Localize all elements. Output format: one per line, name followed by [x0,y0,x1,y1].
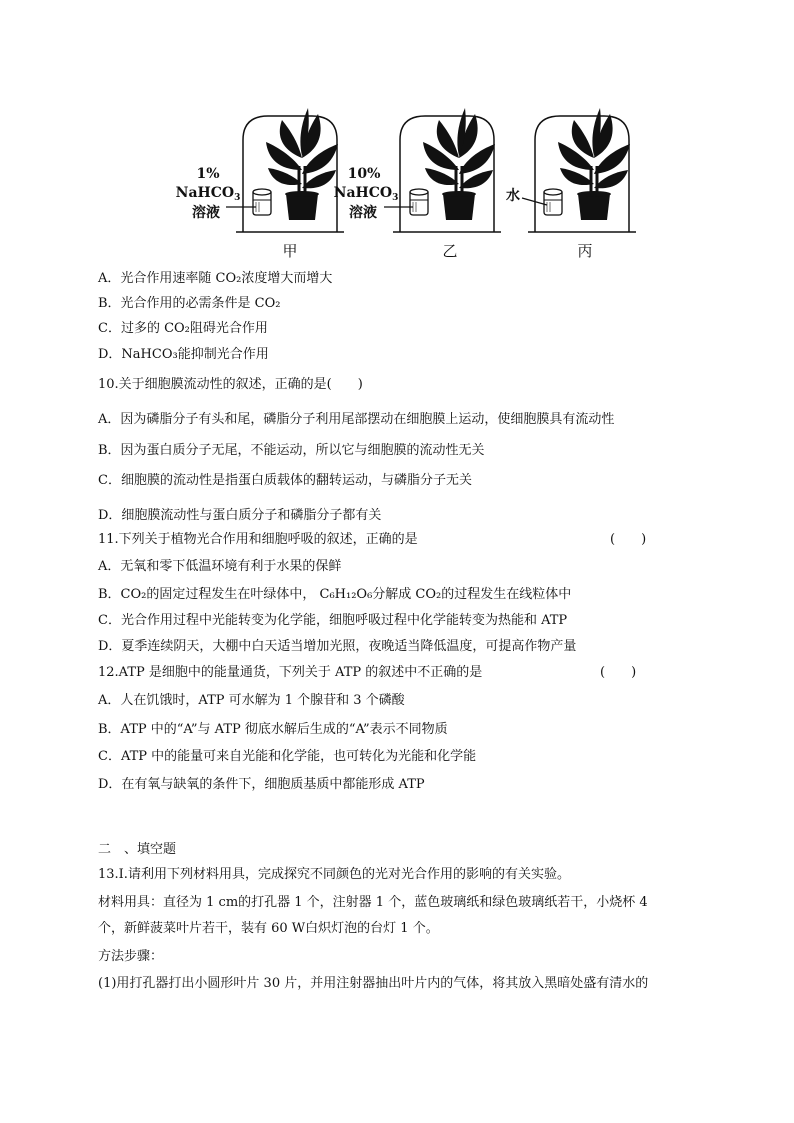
q12-option-a: A．人在饥饿时，ATP 可水解为 1 个腺苷和 3 个磷酸 [98,693,405,708]
q12-option-c: C．ATP 中的能量可来自光能和化学能，也可转化为光能和化学能 [98,749,477,764]
q9-option-a: A．光合作用速率随 CO₂浓度增大而增大 [98,271,333,286]
jia-caption: 甲 [282,242,298,260]
yi-concentration: 10% [347,166,381,182]
bing-caption: 丙 [577,242,593,260]
yi-chemical: NaHCO$_3$ [333,185,399,203]
q11-option-d: D．夏季连续阴天，大棚中白天适当增加光照，夜晚适当降低温度，可提高作物产量 [98,639,577,654]
q10-option-d: D．细胞膜流动性与蛋白质分子和磷脂分子都有关 [98,508,382,523]
jia-concentration: 1% [196,166,220,182]
q12-answer-bracket: ( ) [600,665,637,680]
q10-stem: 10.关于细胞膜流动性的叙述，正确的是( ) [98,377,363,392]
q13-stem: 13.Ⅰ.请利用下列材料用具，完成探究不同颜色的光对光合作用的影响的有关实验。 [98,867,570,882]
q9-option-b: B．光合作用的必需条件是 CO₂ [98,296,281,311]
q10-option-b: B．因为蛋白质分子无尾，不能运动，所以它与细胞膜的流动性无关 [98,443,485,458]
q10-option-c: C．细胞膜的流动性是指蛋白质载体的翻转运动，与磷脂分子无关 [98,473,472,488]
jia-solution-label: 溶液 [192,205,220,221]
jia-chemical: NaHCO$_3$ [175,185,241,203]
bell-jar-yi [384,108,501,232]
section-title: 二 、填空题 [98,842,177,857]
q13-method-label: 方法步骤： [98,949,164,964]
q13-materials-line2: 个，新鲜菠菜叶片若干，装有 60 W白炽灯泡的台灯 1 个。 [98,921,439,936]
q11-answer-bracket: ( ) [610,532,647,547]
q9-option-c: C．过多的 CO₂阻碍光合作用 [98,321,268,336]
q9-option-d: D．NaHCO₃能抑制光合作用 [98,347,269,362]
q11-option-b: B．CO₂的固定过程发生在叶绿体中， C₆H₁₂O₆分解成 CO₂的过程发生在线粒体中 [98,587,572,602]
q12-option-d: D．在有氧与缺氧的条件下，细胞质基质中都能形成 ATP [98,777,425,792]
bell-jar-jia [226,108,344,232]
q11-option-c: C．光合作用过程中光能转变为化学能，细胞呼吸过程中化学能转变为热能和 ATP [98,613,568,628]
q13-step1: (1)用打孔器打出小圆形叶片 30 片，并用注射器抽出叶片内的气体，将其放入黑暗处盛有清水的 [98,976,649,991]
yi-caption: 乙 [442,242,458,260]
bing-water-label: 水 [506,188,520,204]
q12-stem: 12.ATP 是细胞中的能量通货，下列关于 ATP 的叙述中不正确的是 [98,665,483,680]
q12-option-b: B．ATP 中的“A”与 ATP 彻底水解后生成的“A”表示不同物质 [98,722,448,737]
q11-stem: 11.下列关于植物光合作用和细胞呼吸的叙述，正确的是 [98,532,418,547]
q13-materials-line1: 材料用具：直径为 1 cm的打孔器 1 个，注射器 1 个，蓝色玻璃纸和绿色玻璃纸若干，小烧杯 4 [98,895,648,910]
experiment-figure [0,0,794,270]
yi-solution-label: 溶液 [349,205,377,221]
q10-option-a: A．因为磷脂分子有头和尾，磷脂分子利用尾部摆动在细胞膜上运动，使细胞膜具有流动性 [98,412,615,427]
bell-jar-bing [522,108,636,232]
q11-option-a: A．无氧和零下低温环境有利于水果的保鲜 [98,559,342,574]
